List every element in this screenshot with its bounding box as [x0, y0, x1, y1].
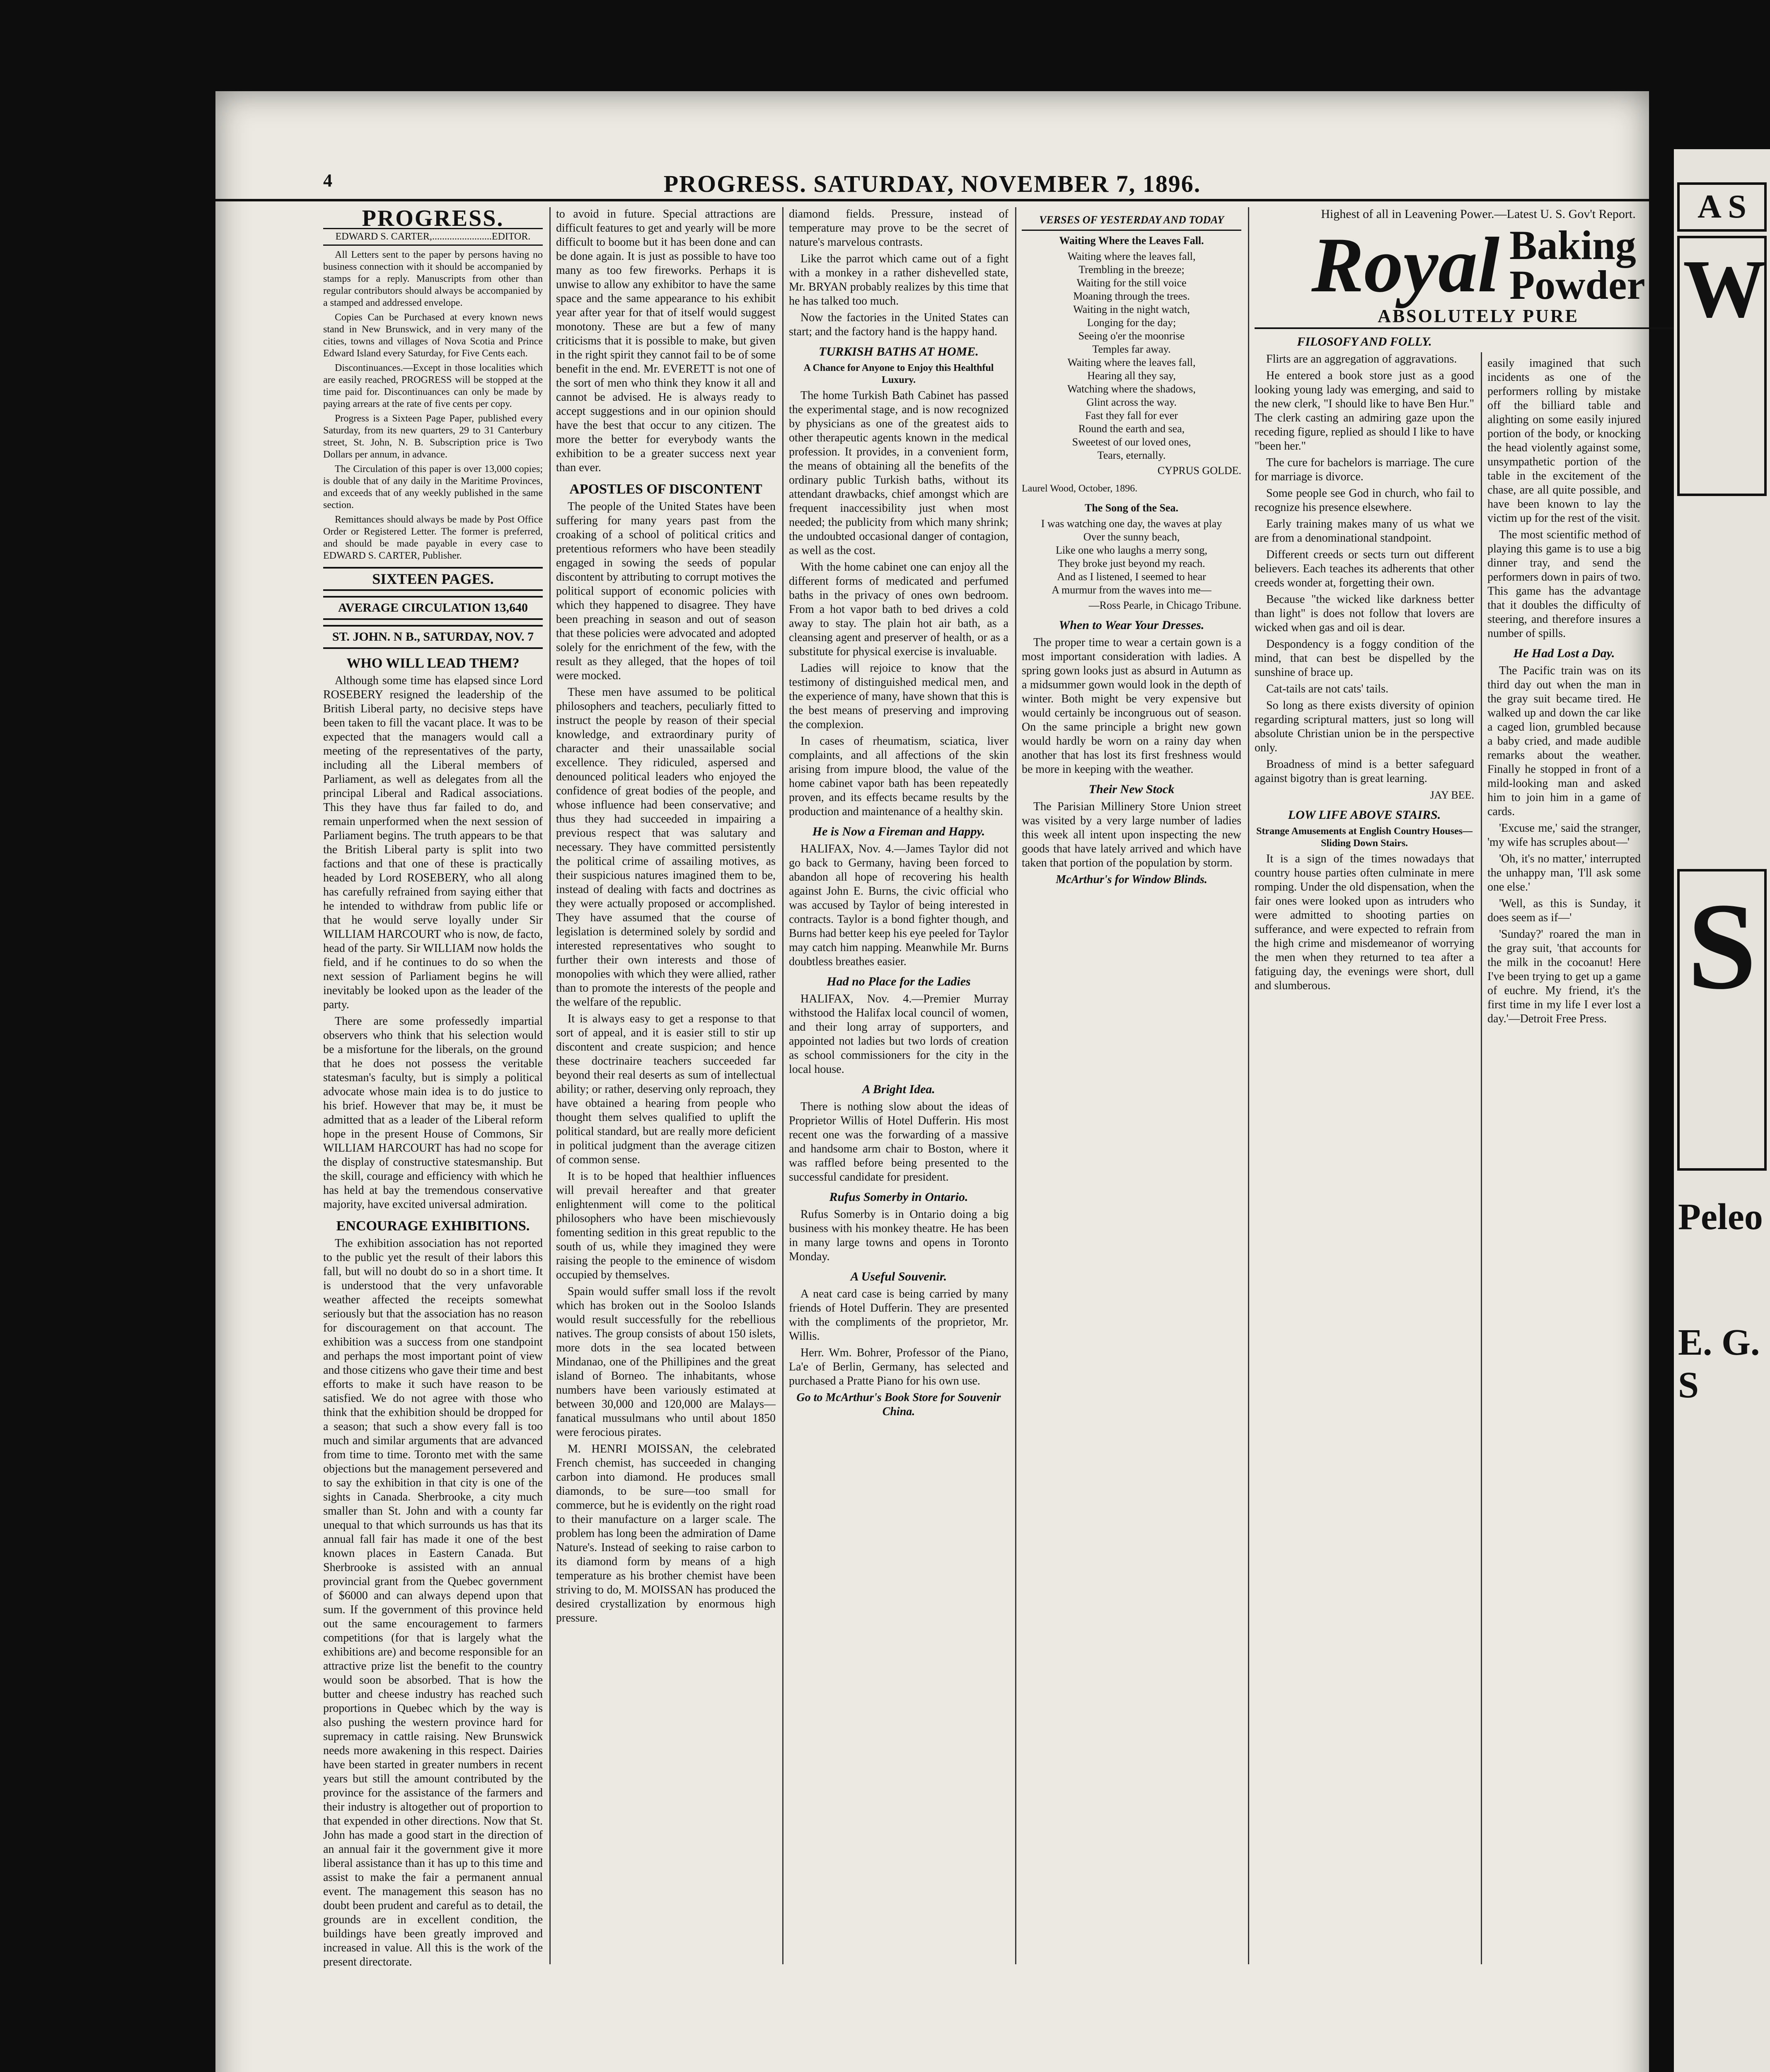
article-paragraph: So long as there exists diversity of opinion regarding scriptural matters, just so long will absolute Christian union be in the perspective only. — [1255, 699, 1474, 754]
article-subheading: A Chance for Anyone to Enjoy this Healthful Luxury. — [803, 363, 994, 385]
column-6 — [1487, 356, 1641, 1964]
article-subheading: Strange Amusements at English Country Houses—Sliding Down Stairs. — [1256, 826, 1473, 849]
article-paragraph: Herr. Wm. Bohrer, Professor of the Piano, La'e of Berlin, Germany, has selected and purchased a Pratte Piano for his own use. — [789, 1346, 1008, 1387]
article-heading-exhibitions: ENCOURAGE EXHIBITIONS. — [336, 1218, 530, 1234]
article-paragraph: There is nothing slow about the ideas of Proprietor Willis of Hotel Dufferin. His most recent one was the forwarding of a massive and handsome arm chair to Boston, where it was raffled before being presented to the successful candidate for president. — [789, 1100, 1008, 1184]
poem-title: The Song of the Sea. — [1084, 502, 1179, 514]
strip-ad-box: A S — [1677, 182, 1767, 232]
poem-line: Fast they fall for ever — [1085, 409, 1178, 421]
notice-copies: Copies Can be Purchased at every known news stand in New Brunswick, and in very many of the cities, towns and villages of Nova Scotia and Prince Edward Island every Saturday, for Five Cents each. — [323, 312, 543, 359]
notice-progress: Progress is a Sixteen Page Paper, published every Saturday, from its new quarters, 29 to 31 Canterbury street, St. John, N. B. Subscription price is Two Dollars per annum, in advance. — [323, 413, 543, 460]
article-paragraph: The home Turkish Bath Cabinet has passed the experimental stage, and is now recognized by physicians as one of the greatest aids to other therapeutic agents known in the medical profession. It provides, in a convenient form, the means of obtaining all the benefits of the ordinary public Turkish baths, without its attendant drawbacks, chief amongst which are frequent inaccessibility just when most needed; the publicity from which many shrink; the undoubted occasional danger of contagion, as well as the cost. — [789, 389, 1008, 557]
article-paragraph: Spain would suffer small loss if the revolt which has broken out in the Sooloo Islands would result successfully for the rebellious natives. The group consists of about 150 islets, more dots in the sea located between Mindanao, one of the Phillipines and the great island of Borneo. The inhabitants, whose numbers have been variously estimated at between 30,000 and 120,000 are Malays—fanatical mussulmans who until about 1850 were ferocious pirates. — [556, 1285, 776, 1439]
article-paragraph: Rufus Somerby is in Ontario doing a big business with his monkey theatre. He has been in many large towns and opens in Toronto Monday. — [789, 1208, 1008, 1263]
article-heading-turkish-baths: TURKISH BATHS AT HOME. — [819, 345, 979, 358]
article-paragraph: Although some time has elapsed since Lord ROSEBERY resigned the leadership of the British Liberal party, no decisive steps have been taken to fill the vacant place. It was to be expected that the managers would call a meeting of the representatives of the party, including all the Liberal members of Parliament, as well as delegates from all the principal Liberal and Radical associations. This they have thus far failed to do, and remain unperformed when the next session of Parliament begins. The truth appears to be that the British Liberal party is split into two factions and that one of these is practically headed by Lord ROSEBERY, who all along has carefully refrained from saying either that he intended to withdraw from public life or that he would serve loyally under Sir WILLIAM HARCOURT who is now, de facto, head of the party. Sir WILLIAM now holds the field, and if he continues to do so when the next session of Parliament begins he will inevitably be looked upon as the leader of the party. — [323, 674, 543, 1011]
column-rule — [782, 207, 783, 1964]
ad-logo — [1255, 222, 1702, 309]
article-heading-apostles: APOSTLES OF DISCONTENT — [569, 482, 762, 497]
poem-line: Round the earth and sea, — [1078, 423, 1185, 435]
royal-baking-powder-ad — [1255, 207, 1702, 329]
poem-sea — [1022, 501, 1241, 597]
poem-signature: —Ross Pearle, in Chicago Tribune. — [1088, 599, 1241, 611]
poem-line: Seeing o'er the moonrise — [1078, 330, 1185, 342]
editor-line: EDWARD S. CARTER,........................EDITOR. — [323, 228, 543, 246]
poem-line: Waiting for the still voice — [1076, 277, 1187, 289]
article-heading-filosofy: FILOSOFY AND FOLLY. — [1297, 335, 1432, 349]
masthead — [215, 170, 1649, 201]
ad-tagline: Highest of all in Leavening Power.—Latest U. S. Gov't Report. — [1321, 207, 1636, 221]
poem-title: Waiting Where the Leaves Fall. — [1059, 235, 1204, 247]
publication-notices — [323, 249, 543, 562]
article-paragraph: M. HENRI MOISSAN, the celebrated French chemist, has succeeded in changing carbon into diamond. He produces small diamonds, to be sure—too small for commerce, but he is evidently on the right road to their manufacture on a larger scale. The problem has long been the admiration of Dame Nature's. Instead of seeking to raise carbon to its diamond form by means of a high temperature as his brother chemist have been striving to do, M. MOISSAN has produced the desired crystallization by enormous high pressure. — [556, 1443, 776, 1624]
article-paragraph: In cases of rheumatism, sciatica, liver complaints, and all affections of the skin arising from impure blood, the value of the home cabinet vapor bath has been repeatedly proven, and its effects became results by the production and maintenance of a healthy skin. — [789, 735, 1008, 818]
poem-line: Trembling in the breeze; — [1078, 264, 1185, 276]
article-heading-lost-day: He Had Lost a Day. — [1513, 646, 1615, 660]
strip-ad-box: W — [1677, 236, 1767, 496]
poem-line: Glint across the way. — [1086, 396, 1177, 408]
poem-waiting — [1022, 234, 1241, 462]
article-paragraph: 'Well, as this is Sunday, it does seem as if—' — [1487, 897, 1641, 924]
poem-line: And as I listened, I seemed to hear — [1057, 571, 1206, 583]
article-heading-ladies: Had no Place for the Ladies — [827, 975, 971, 988]
poem-line: Tears, eternally. — [1097, 449, 1166, 461]
dateline: ST. JOHN. N B., SATURDAY, NOV. 7 — [323, 625, 543, 649]
poetry-section-heading: VERSES OF YESTERDAY AND TODAY — [1022, 213, 1241, 231]
ad-product: Baking Powder — [1509, 222, 1645, 308]
article-paragraph: 'Oh, it's no matter,' interrupted the unhappy man, 'I'll ask some one else.' — [1487, 852, 1641, 893]
article-paragraph: The Pacific train was on its third day out when the man in the gray suit became tired. He walked up and down the car like a caged lion, grumbled because a baby cried, and made audible remarks about the weather. Finally he stopped in front of a mild-looking man and asked him to join him in a game of cards. — [1487, 664, 1641, 818]
article-paragraph: There are some professedly impartial observers who think that his selection would be a misfortune for the liberals, on the ground that he does not possess the veritable statesman's faculty, but is simply a political advocate whose main idea is to do justice to his brief. However that may be, it must be admitted that as a leader of the Liberal reform hope in the present House of Commons, Sir WILLIAM HARCOURT has had no scope for the display of constructive statesmanship. But the skill, courage and efficiency with which he has held at bay the tremendous conservative majority, have excited universal admiration. — [323, 1015, 543, 1211]
article-paragraph: HALIFAX, Nov. 4.—Premier Murray withstood the Halifax local council of women, and their long array of supporters, and appointed not ladies but two lords of creation as school commissioners for the city in the local house. — [789, 992, 1008, 1076]
article-paragraph: Different creeds or sects turn out different believers. Each teaches its adherents that other creeds wonder at, forgetting their own. — [1255, 548, 1474, 589]
article-heading-somerby: Rufus Somerby in Ontario. — [829, 1190, 968, 1204]
article-paragraph: Now the factories in the United States can start; and the factory hand is the happy hand. — [789, 311, 1008, 338]
poem-place: Laurel Wood, October, 1896. — [1022, 483, 1138, 494]
article-heading-low-life: LOW LIFE ABOVE STAIRS. — [1288, 808, 1441, 822]
poem-line: Hearing all they say, — [1087, 370, 1176, 382]
article-heading-leader: WHO WILL LEAD THEM? — [346, 656, 520, 671]
poem-line: Moaning through the trees. — [1073, 290, 1190, 302]
column-4 — [1022, 207, 1241, 1964]
article-paragraph: The cure for bachelors is marriage. The cure for marriage is divorce. — [1255, 456, 1474, 483]
poem-line: Waiting where the leaves fall, — [1067, 356, 1196, 368]
page-title: PROGRESS. SATURDAY, NOVEMBER 7, 1896. — [663, 170, 1201, 197]
article-heading-fireman: He is Now a Fireman and Happy. — [812, 825, 985, 838]
article-paragraph: The proper time to wear a certain gown is a most important consideration with ladies. A spring gown looks just as absurd in Autumn as a midsummer gown would look in the depth of winter. Both might be very expensive but would certainly be incongruous out of season. On the same principle a bright new gown would hardly be worn on a rainy day when another that has lost its first freshness would be more in keeping with the weather. — [1022, 636, 1241, 776]
article-heading-new-stock: Their New Stock — [1088, 782, 1175, 796]
advertisement-line: Go to McArthur's Book Store for Souvenir China. — [796, 1391, 1001, 1418]
column-1 — [323, 206, 543, 1968]
ad-brand: Royal — [1311, 222, 1500, 309]
poem-line: Temples far away. — [1092, 343, 1171, 355]
article-paragraph: HALIFAX, Nov. 4.—James Taylor did not go back to Germany, having been forced to abandon all hope of recovering his health against John E. Burns, the civic official who was accused by Taylor of being interested in contracts. Taylor is a bond fighter though, and Burns had better keep his eye peeled for Taylor may catch him napping. Meanwhile Mr. Burns doubtless breathes easier. — [789, 842, 1008, 968]
poem-line: They broke just beyond my reach. — [1058, 557, 1205, 569]
article-paragraph: diamond fields. Pressure, instead of temperature may prove to be the secret of nature's marvelous contrasts. — [789, 208, 1008, 249]
article-paragraph: The Parisian Millinery Store Union street was visited by a very large number of ladies this week all intent upon inspecting the new goods that have lately arrived and which have taken that portion of the population by storm. — [1022, 800, 1241, 869]
article-paragraph: Despondency is a foggy condition of the mind, that can best be dispelled by the sunshine of brace up. — [1255, 638, 1474, 679]
article-paragraph: to avoid in future. Special attractions are difficult features to get and yearly will be more difficult to boome but it has been done and can be done again. It is just as possible to have too many as too few fireworks. Perhaps it is unwise to allow any exhibitor to have the same space and the same appearance to his exhibit year after year for that of itself would suggest monotony. These are but a few of many criticisms that it is possible to make, but given in the right spirit they cannot fail to be of some benefit in the end. Mr. EVERETT is not one of the sort of men who think they know it all and cannot be advised. He is always ready to accept suggestions and in our opinion should have the best that occur to any citizen. The more the better for everybody wants the exhibition to be a greater success next year than ever. — [556, 208, 776, 474]
article-signature: JAY BEE. — [1430, 789, 1474, 801]
article-heading-dresses: When to Wear Your Dresses. — [1059, 618, 1204, 632]
strip-ad-box: S — [1677, 869, 1767, 1171]
page-number: 4 — [323, 170, 332, 191]
article-heading-souvenir: A Useful Souvenir. — [850, 1270, 947, 1283]
article-paragraph: With the home cabinet one can enjoy all the different forms of medicated and perfumed baths in the privacy of ones own bedroom. From a hot vapor bath to bed drives a cold away to stay. The plain hot air bath, as a cleansing agent and preserver of health, or as a substitute for physical exercise is invaluable. — [789, 561, 1008, 658]
poem-line: Like one who laughs a merry song, — [1055, 544, 1208, 556]
article-paragraph: Early training makes many of us what we are from a denominational standpoint. — [1255, 518, 1474, 545]
newspaper-page — [215, 91, 1649, 2072]
article-paragraph: He entered a book store just as a good looking young lady was emerging, and said to the new clerk, "I should like to have Ben Hur." The clerk casting an admiring gaze upon the receding figure, replied as should I like to have "been her." — [1255, 369, 1474, 453]
article-paragraph: Cat-tails are not cats' tails. — [1266, 683, 1389, 695]
article-paragraph: The exhibition association has not reported to the public yet the result of their labors this fall, but will no doubt do so in a short time. It is understood that the very unfavorable weather affected the receipts somewhat seriously but that the association has no reason for discouragement on that account. The exhibition was a success from one standpoint and perhaps the most important point of view and those citizens who gave their time and best efforts to make it such have reason to be satisfied. We do not agree with those who think that the exhibition should be dropped for a season; that such a show every fall is too much and similar arguments that are advanced from time to time. Toronto met with the same objections but the management persevered and to say the exhibition in that city is one of the sights in Canada. Sherbrooke, a city much smaller than St. John and with a county far unequal to that which surrounds us has that its annual fall fair has made it one of the best known places in Eastern Canada. But Sherbrooke is assisted with an annual provincial grant from the Quebec government of $6000 and can always depend upon that sum. If the government of this province held out the same encouragement to farmers competitions (for that is largely what the exhibitions are) and become responsible for an attractive prize list the benefit to the country would soon be absorbed. That is how the butter and cheese industry has reached such proportions in Quebec which by the way is also pushing the western province hard for supremacy in cattle raising. New Brunswick needs more awakening in this respect. Dairies have been started in greater numbers in recent years but still the amount contributed by the province for the assistance of the farmers and their industry is altogether out of proportion to that expended in other directions. Now that St. John has made a good start in the direction of an annual fair it the government give it more liberal assistance than it has up to this time and assist to make the fair a permanent annual event. The management this season has no doubt been prudent and careful as to detail, the grounds are in excellent condition, the buildings have been greatly improved and increased in value. All this is the work of the present directorate. — [323, 1237, 543, 1968]
poem-line: Waiting in the night watch, — [1073, 303, 1190, 315]
article-paragraph: Like the parrot which came out of a fight with a monkey in a rather dishevelled state, Mr. BRYAN probably realizes by this time that he has talked too much. — [789, 252, 1008, 307]
paper-name: PROGRESS. — [362, 206, 504, 231]
article-paragraph: It is always easy to get a response to that sort of appeal, and it is easier still to stir up discontent and create suspicion; and hence these doctrinaire teachers succeeded far beyond their real deserts as sum of intellectual ability; or rather, deserving only reproach, they have obtained a hearing from people who thought them selves qualified to uplift the political standard, but are really more deficient in political judgment than the average citizen of common sense. — [556, 1012, 776, 1166]
article-paragraph: easily imagined that such incidents as one of the performers rolling by mistake off the billiard table and alighting on some easily injured portion of the body, or knocking the head violently against some, unsympathetic portion of the table in the excitement of the chase, are all quite possible, and have been known to lay the victim up for the rest of the visit. — [1487, 357, 1641, 525]
article-paragraph: 'Excuse me,' said the stranger, 'my wife has scruples about—' — [1487, 822, 1641, 849]
column-3 — [789, 207, 1008, 1964]
strip-heading: Peleo — [1678, 1196, 1763, 1237]
column-rule — [1481, 352, 1482, 1964]
sixteen-pages-banner: SIXTEEN PAGES. — [323, 567, 543, 591]
article-paragraph: Ladies will rejoice to know that the testimony of distinguished medical men, and the experience of many, have shown that this is the best means of preserving and improving the complexion. — [789, 662, 1008, 731]
column-2 — [556, 207, 776, 1964]
poem-line: A murmur from the waves into me— — [1052, 584, 1211, 596]
poem-line: I was watching one day, the waves at play — [1041, 518, 1222, 530]
article-paragraph: A neat card case is being carried by many friends of Hotel Dufferin. They are presented with the compliments of the proprietor, Mr. Willis. — [789, 1288, 1008, 1343]
circulation-banner: AVERAGE CIRCULATION 13,640 — [323, 596, 543, 620]
notice-circulation: The Circulation of this paper is over 13,000 copies; is double that of any daily in the Maritime Provinces, and exceeds that of any weekly published in the same section. — [323, 464, 543, 511]
article-heading-bright-idea: A Bright Idea. — [862, 1082, 935, 1096]
poem-line: Longing for the day; — [1087, 317, 1176, 329]
advertisement-line: McArthur's for Window Blinds. — [1056, 873, 1207, 886]
column-rule — [549, 207, 551, 1964]
article-paragraph: It is to be hoped that healthier influences will prevail hereafter and that greater enlightenment will come to the political philosophers who have been mischievously fomenting sedition in this great republic to the south of us, while they imagined they were raising the people to the eminence of wisdom occupied by themselves. — [556, 1170, 776, 1281]
strip-heading: E. G. S — [1678, 1322, 1760, 1406]
article-paragraph: Broadness of mind is a better safeguard against bigotry than is great learning. — [1255, 758, 1474, 785]
notice-remittances: Remittances should always be made by Post Office Order or Registered Letter. The former is preferred, and should be made payable in every case to EDWARD S. CARTER, Publisher. — [323, 514, 543, 561]
article-paragraph: The most scientific method of playing this game is to use a big dinner tray, and send the performers down in pairs of two. This game has the advantage that it doubles the difficulty of steering, and therefore insures a number of spills. — [1487, 528, 1641, 640]
article-paragraph: It is a sign of the times nowadays that country house parties often culminate in mere romping. Under the old dispensation, when the fair ones were looked upon as intruders who were admitted to shooting parties on sufferance, and were expected to refrain from the high crime and misdemeanor of worrying the men when they returned to tea after a fatiguing day, the evenings were short, dull and slumberous. — [1255, 852, 1474, 992]
notice-letters: All Letters sent to the paper by persons having no business connection with it should be accompanied by stamps for a reply. Manuscripts from other than regular contributors should always be accompanied by a stamped and addressed envelope. — [323, 249, 543, 308]
poem-signature: CYPRUS GOLDE. — [1157, 465, 1241, 477]
article-paragraph: The people of the United States have been suffering for many years past from the croaking of a school of political critics and pretentious reformers who have been steadily engaged in sowing the seeds of popular discontent by attributing to corrupt motives the political support of economic policies with which they happened to disagree. They have been preaching in season and out of season that these policies were advocated and adopted solely for the enrichment of the few, with the result as they alleged, that the hopes of toil were mocked. — [556, 500, 776, 682]
column-rule — [1248, 207, 1249, 1964]
poem-line: Over the sunny beach, — [1083, 531, 1180, 543]
adjacent-page-strip — [1674, 149, 1770, 2072]
poem-line: Sweetest of our loved ones, — [1072, 436, 1191, 448]
column-rule — [1015, 207, 1016, 1964]
article-paragraph: Flirts are an aggregation of aggravations. — [1266, 353, 1457, 366]
article-paragraph: Because "the wicked like darkness better than light" is does not follow that lovers are wicked when gas and oil is dear. — [1255, 593, 1474, 634]
article-paragraph: Some people see God in church, who fail to recognize his presence elsewhere. — [1255, 487, 1474, 514]
poem-line: Watching where the shadows, — [1067, 383, 1196, 395]
notice-discontinuances: Discontinuances.—Except in those localities which are easily reached, PROGRESS will be stopped at the time paid for. Discontinuances can only be made by paying arrears at the rate of five cents per copy. — [323, 363, 543, 409]
article-paragraph: These men have assumed to be political philosophers and teachers, peculiarly fitted to instruct the people by reason of their special knowledge, and extraordinary purity of character and their unassailable social excellence. They ridiculed, aspersed and denounced political leaders who enjoyed the confidence of great bodies of the people, and whose influence had been conservative; and thus they had succeeded in impairing a previous respect that was salutary and necessary. They have committed persistently the political crime of assailing motives, as their suspicious natures imagined them to be, instead of dealing with facts and doctrines as they were actually proposed or accomplished. They have assumed that the course of legislation is determined solely by sordid and interested representatives who sought to further their own interests and those of monopolies with which they were allied, rather than to promote the interests of the people and the welfare of the republic. — [556, 686, 776, 1009]
ad-purity: ABSOLUTELY PURE — [1255, 309, 1702, 329]
poem-line: Waiting where the leaves fall, — [1067, 250, 1196, 262]
article-paragraph: 'Sunday?' roared the man in the gray suit, 'that accounts for the milk in the cocoanut! Here I've been trying to get up a game of euchre. My friend, it's the first time in my life I ever lost a day.'—Detroit Free Press. — [1487, 928, 1641, 1025]
